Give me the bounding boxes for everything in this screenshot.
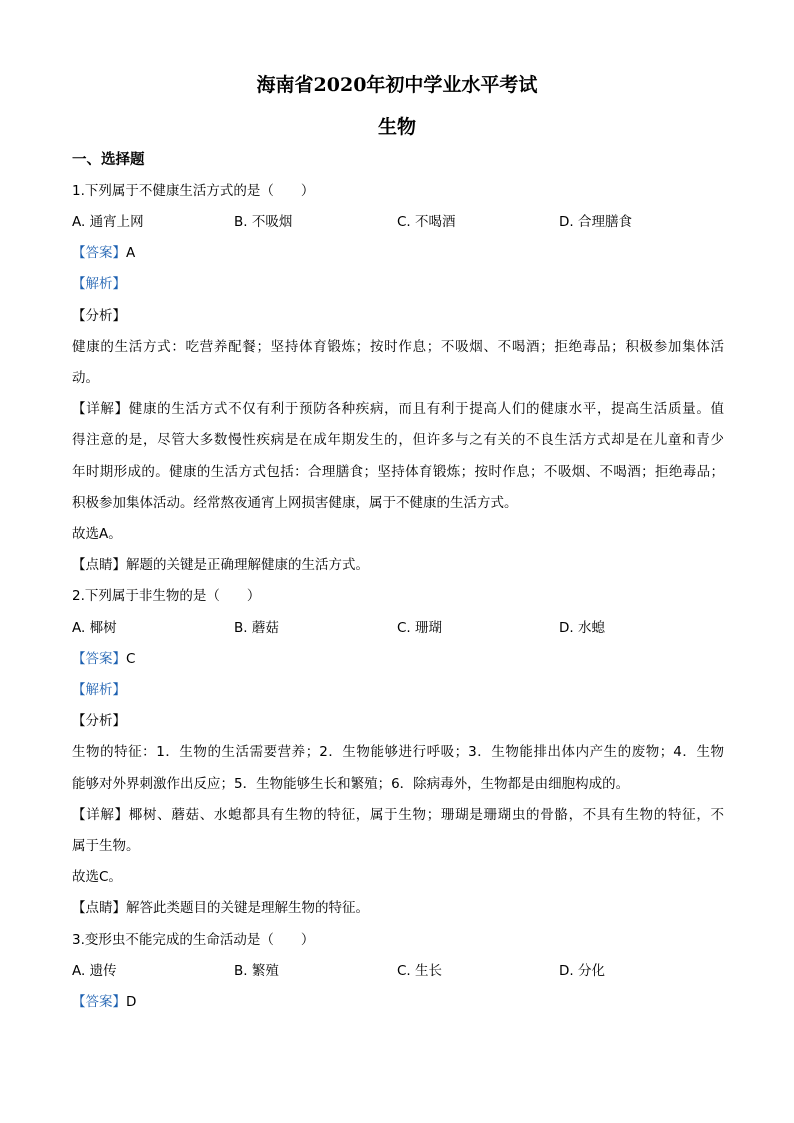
q2-fenxi-line-2: 能够对外界刺激作出反应；5．生物能够生长和繁殖；6．除病毒外，生物都是由细胞构成的。 xyxy=(72,776,630,792)
q3-option-a: A. 遗传 xyxy=(72,963,117,979)
answer-value: C xyxy=(126,651,136,667)
dianjing-text: 解题的关键是正确理解健康的生活方式。 xyxy=(126,557,369,573)
answer-tag: 【答案】 xyxy=(72,245,126,261)
q1-analysis-tag: 【解析】 xyxy=(72,276,126,292)
q2-analysis-tag: 【解析】 xyxy=(72,682,126,698)
q2-option-c: C. 珊瑚 xyxy=(397,620,443,636)
q1-option-d: D. 合理膳食 xyxy=(559,214,632,230)
q1-dianjing xyxy=(72,555,724,575)
q1-choose: 故选A。 xyxy=(72,526,122,542)
q1-option-a: A. 通宵上网 xyxy=(72,214,144,230)
q2-detail-line-2: 属于生物。 xyxy=(72,838,140,854)
exam-title: 海南省2020年初中学业水平考试 xyxy=(256,74,538,96)
q2-fenxi-line-1: 生物的特征：1．生物的生活需要营养；2．生物能够进行呼吸；3．生物能排出体内产生的废物；4．生物 xyxy=(72,744,724,760)
detail-text: 健康的生活方式不仅有利于预防各种疾病，而且有利于提高人们的健康水平，提高生活质量。值 xyxy=(128,401,725,417)
answer-value: A xyxy=(126,245,136,261)
q2-detail-line-1 xyxy=(72,805,724,825)
dianjing-tag: 【点睛】 xyxy=(72,557,126,573)
q3-option-d: D. 分化 xyxy=(559,963,605,979)
answer-tag: 【答案】 xyxy=(72,651,126,667)
q2-option-a: A. 椰树 xyxy=(72,620,117,636)
subject-title: 生物 xyxy=(377,116,416,138)
q2-choose: 故选C。 xyxy=(72,869,122,885)
q1-answer xyxy=(72,243,724,263)
answer-value: D xyxy=(126,994,137,1010)
q3-option-c: C. 生长 xyxy=(397,963,443,979)
q1-option-c: C. 不喝酒 xyxy=(397,214,456,230)
q1-fenxi-tag: 【分析】 xyxy=(72,308,126,324)
q2-answer xyxy=(72,649,724,669)
detail-text: 椰树、蘑菇、水螅都具有生物的特征，属于生物；珊瑚是珊瑚虫的骨骼，不具有生物的特征，不 xyxy=(128,807,725,823)
q2-dianjing xyxy=(72,898,724,918)
q3-answer xyxy=(72,992,724,1012)
q2-option-d: D. 水螅 xyxy=(559,620,605,636)
q2-option-b: B. 蘑菇 xyxy=(234,620,279,636)
q1-fenxi-line-1: 健康的生活方式：吃营养配餐；坚持体育锻炼；按时作息；不吸烟、不喝酒；拒绝毒品；积极参加集体活 xyxy=(72,339,724,355)
q1-option-b: B. 不吸烟 xyxy=(234,214,293,230)
dianjing-text: 解答此类题目的关键是理解生物的特征。 xyxy=(126,900,369,916)
q1-detail-line-2: 得注意的是，尽管大多数慢性疾病是在成年期发生的，但许多与之有关的不良生活方式却是在儿童和青少 xyxy=(72,432,724,448)
q2-fenxi-tag: 【分析】 xyxy=(72,713,126,729)
detail-tag: 【详解】 xyxy=(72,807,129,823)
q3-option-b: B. 繁殖 xyxy=(234,963,279,979)
q2-stem: 2.下列属于非生物的是（ ） xyxy=(72,588,261,604)
section-heading: 一、选择题 xyxy=(72,152,145,168)
q3-stem: 3.变形虫不能完成的生命活动是（ ） xyxy=(72,932,315,948)
answer-tag: 【答案】 xyxy=(72,994,126,1010)
dianjing-tag: 【点睛】 xyxy=(72,900,126,916)
q1-detail-line-4: 积极参加集体活动。经常熬夜通宵上网损害健康，属于不健康的生活方式。 xyxy=(72,495,518,511)
q1-detail-line-1 xyxy=(72,399,724,419)
q1-stem: 1.下列属于不健康生活方式的是（ ） xyxy=(72,183,315,199)
q1-fenxi-line-2: 动。 xyxy=(72,370,99,386)
q1-detail-line-3: 年时期形成的。健康的生活方式包括：合理膳食；坚持体育锻炼；按时作息；不吸烟、不喝酒；拒绝毒品； xyxy=(72,464,724,480)
detail-tag: 【详解】 xyxy=(72,401,129,417)
